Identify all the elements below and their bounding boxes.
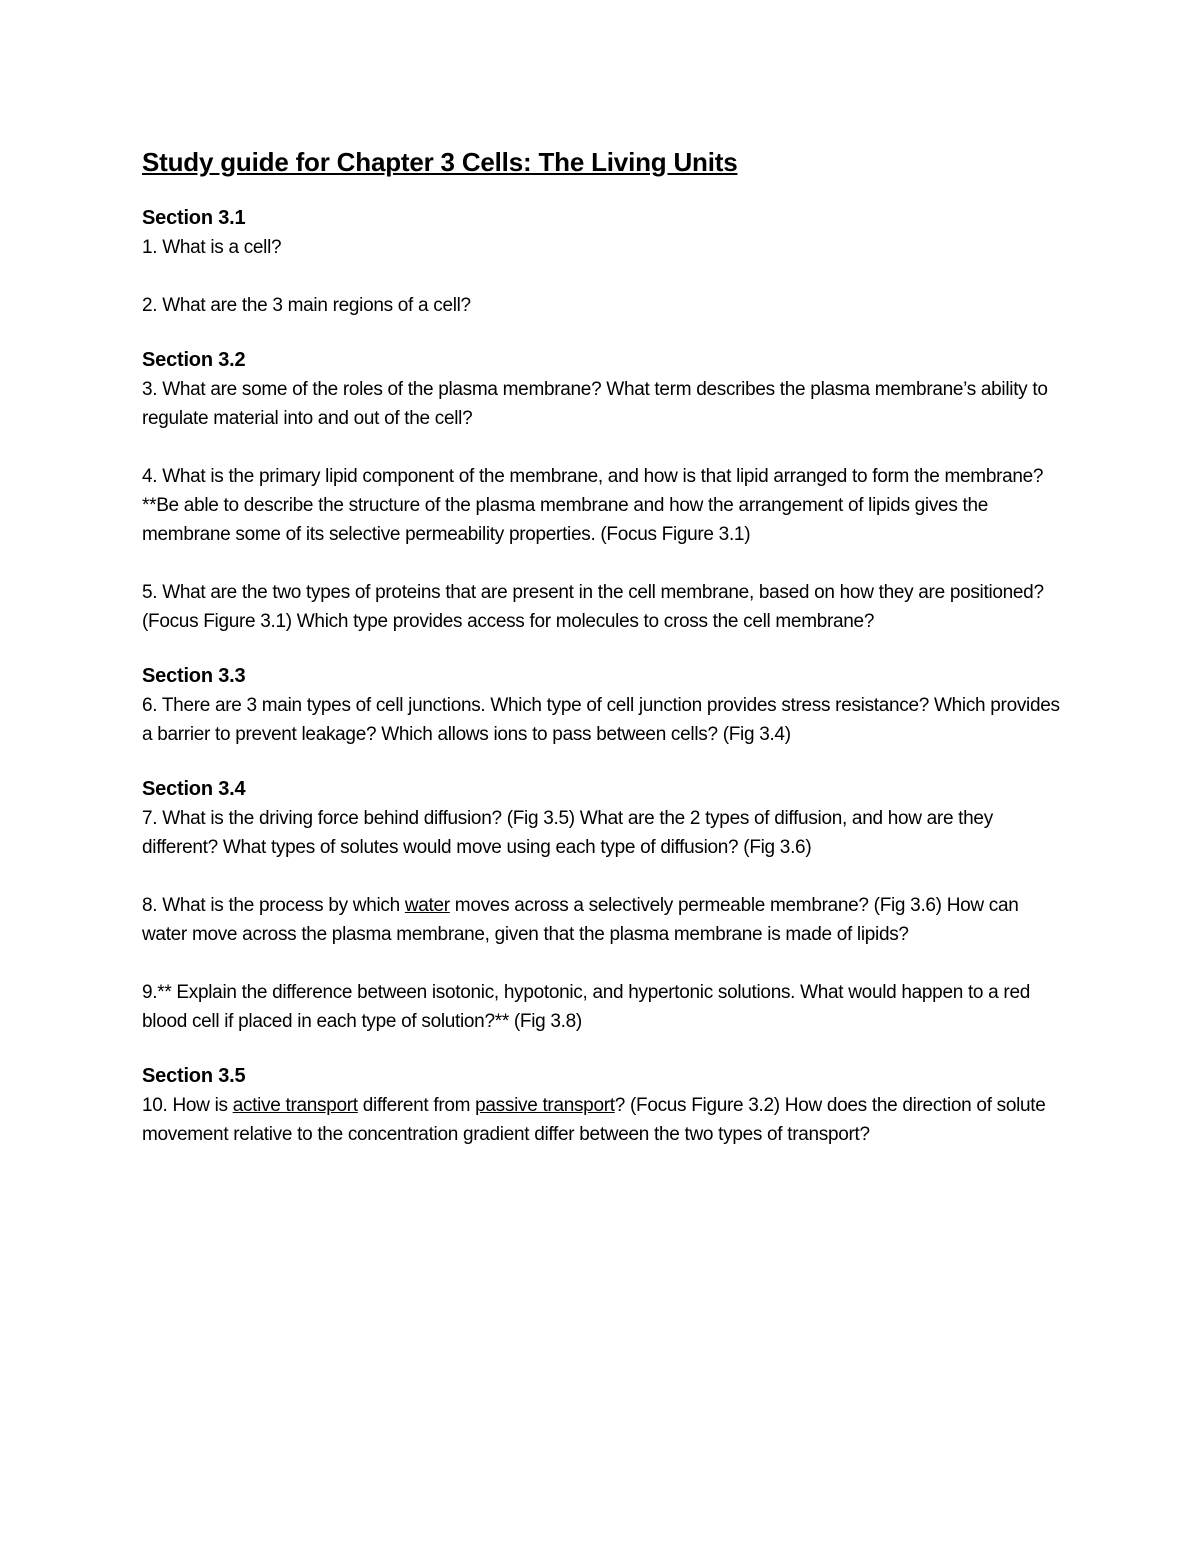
document-page xyxy=(142,142,1062,1178)
question-text: 8. What is the process by which xyxy=(142,895,405,916)
section-3-3 xyxy=(142,662,1062,749)
question-text: different from xyxy=(357,1095,476,1116)
section-3-2 xyxy=(142,346,1062,636)
section-3-4 xyxy=(142,775,1062,1036)
section-3-5 xyxy=(142,1062,1062,1149)
section-3-1 xyxy=(142,204,1062,320)
question-text: 10. How is xyxy=(142,1095,233,1116)
document-title: Study guide for Chapter 3 Cells: The Living Units xyxy=(142,147,738,177)
question-1: 1. What is a cell? xyxy=(142,237,282,258)
question-6: 6. There are 3 main types of cell junctions. Which type of cell junction provides stress resistance? Which provides a barrier to prevent leakage? Which allows ions to pass between cells? (Fig 3.4) xyxy=(142,695,1060,745)
underlined-term: passive transport xyxy=(475,1095,615,1116)
section-heading: Section 3.2 xyxy=(142,349,246,371)
question-9: 9.** Explain the difference between isotonic, hypotonic, and hypertonic solutions. What would happen to a red blood cell if placed in each type of solution?** (Fig 3.8) xyxy=(142,982,1030,1032)
question-7: 7. What is the driving force behind diffusion? (Fig 3.5) What are the 2 types of diffusion, and how are they different? What types of solutes would move using each type of diffusion? (Fig 3.6) xyxy=(142,808,993,858)
section-heading: Section 3.4 xyxy=(142,778,246,800)
question-text: moves across a selectively permeable membrane? (Fig 3.6) How can water move across the plasma membrane, given that the plasma membrane is made of lipids? xyxy=(142,895,1019,945)
question-2: 2. What are the 3 main regions of a cell? xyxy=(142,295,471,316)
section-heading: Section 3.1 xyxy=(142,207,246,229)
section-heading: Section 3.5 xyxy=(142,1065,246,1087)
question-10 xyxy=(142,1091,1062,1149)
question-5: 5. What are the two types of proteins that are present in the cell membrane, based on how they are positioned? (Focus Figure 3.1) Which type provides access for molecules to cross the cell membrane? xyxy=(142,582,1044,632)
question-3: 3. What are some of the roles of the plasma membrane? What term describes the plasma membrane’s ability to regulate material into and out of the cell? xyxy=(142,379,1048,429)
underlined-term: active transport xyxy=(232,1095,358,1116)
question-8 xyxy=(142,891,1062,949)
section-heading: Section 3.3 xyxy=(142,665,246,687)
question-4: 4. What is the primary lipid component of the membrane, and how is that lipid arranged to form the membrane? **Be able to describe the structure of the plasma membrane and how the arrangement of lipids gives the membrane some of its selective permeability properties. (Focus Figure 3.1) xyxy=(142,466,1044,545)
underlined-term: water xyxy=(404,895,450,916)
question-text: ? (Focus Figure 3.2) How does the direction of solute movement relative to the concentration gradient differ between the two types of transport? xyxy=(142,1095,1046,1145)
